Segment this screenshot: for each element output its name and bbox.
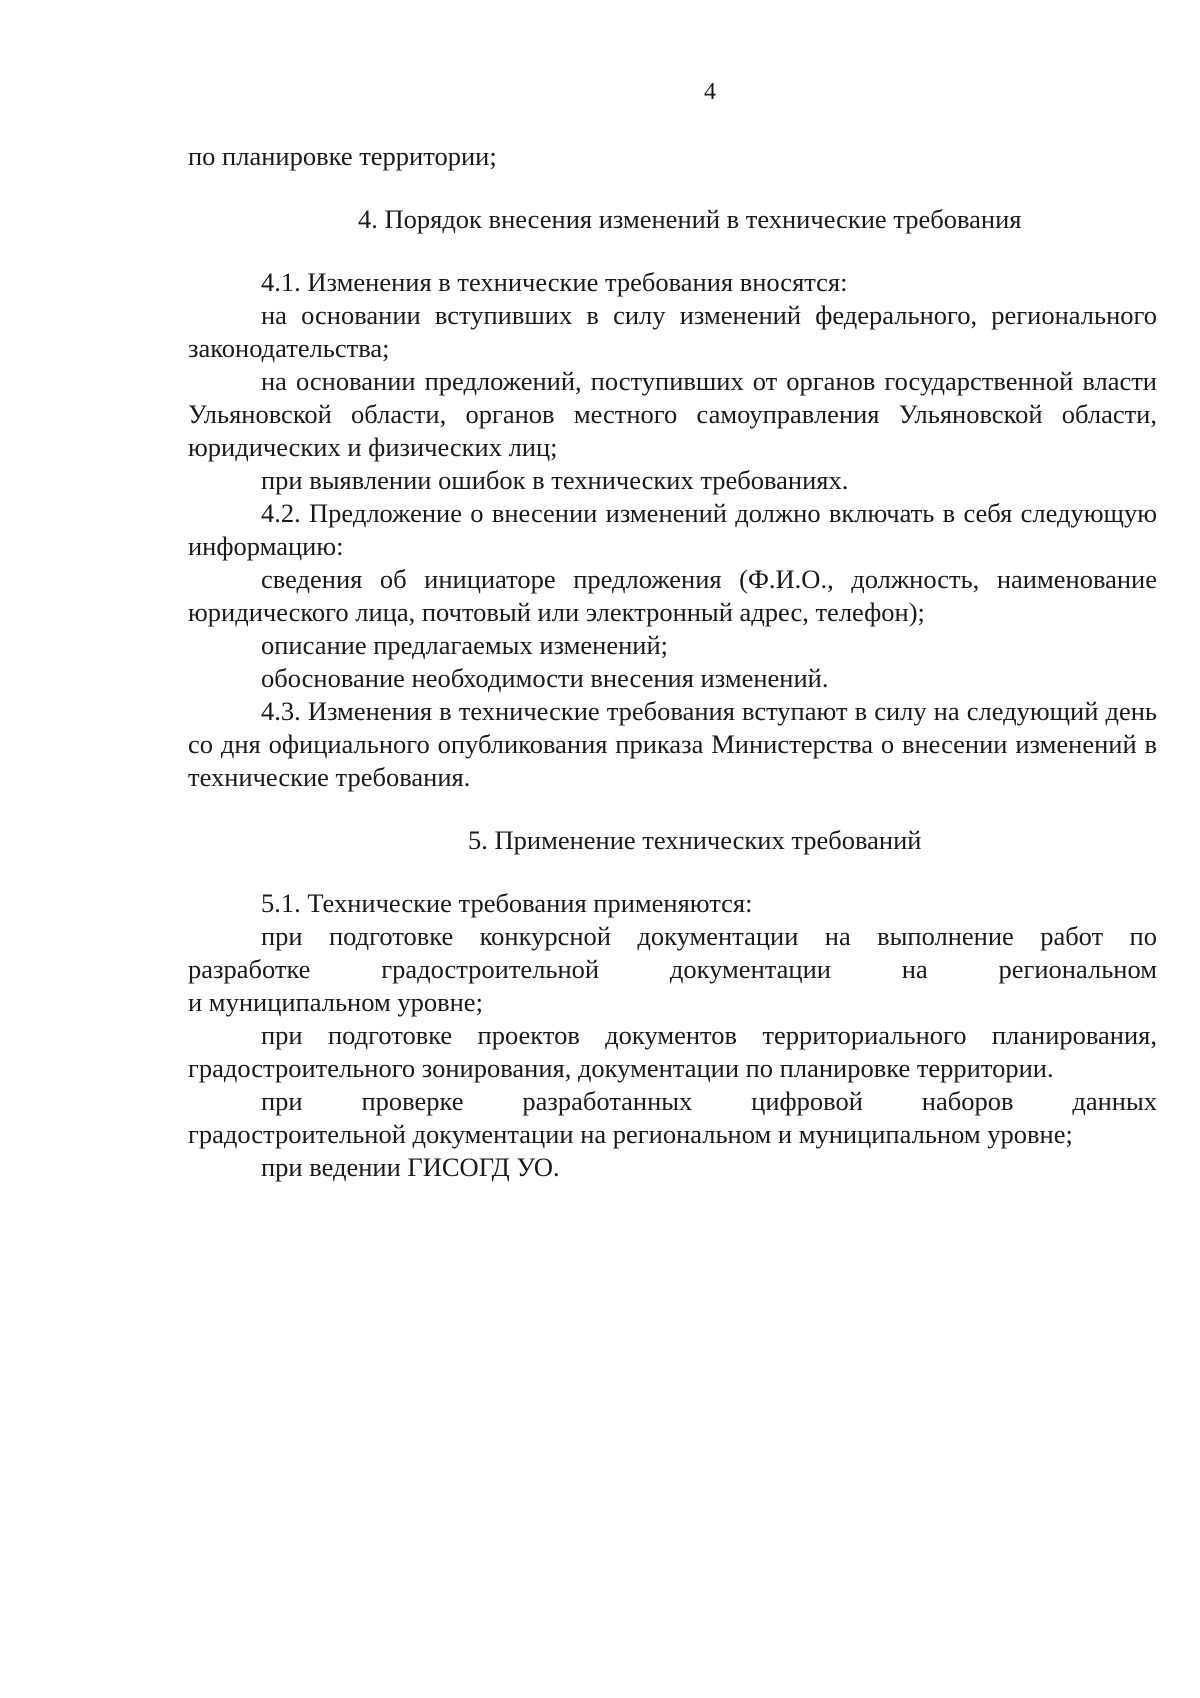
paragraph-4-2-item-b: описание предлагаемых изменений; [261,630,669,660]
paragraph-5-1-item-a-line-1: при подготовке конкурсной документации на выполнение работ по [261,921,1157,951]
page-number: 4 [704,79,716,105]
paragraph-4-2: 4.2. Предложение о внесении изменений должно включать в себя следующую информацию: [188,498,1157,561]
paragraph-5-1-item-b: при подготовке проектов документов территориального планирования, градостроительного зонирования, документации по планировке территории. [188,1020,1157,1083]
paragraph-5-1-item-c-line-2: градостроительной документации на региональном и муниципальном уровне; [188,1119,1073,1149]
paragraph-5-1-item-d: при ведении ГИСОГД УО. [261,1152,560,1182]
paragraph-5-1-item-a-line-2: разработке градостроительной документации на региональном [188,954,1157,984]
paragraph-4-2-item-c: обоснование необходимости внесения изменений. [261,663,829,693]
document-body [188,140,1157,1184]
paragraph-4-1-item-b: на основании предложений, поступивших от органов государственной власти Ульяновской области, органов местного самоуправления Ульяновской области, юридических и физических лиц; [188,366,1157,462]
paragraph-4-2-item-a: сведения об инициаторе предложения (Ф.И.О., должность, наименование юридического лица, почтовый или электронный адрес, телефон); [188,564,1157,627]
paragraph-4-1-item-c: при выявлении ошибок в технических требованиях. [261,465,849,495]
section-4-heading: 4. Порядок внесения изменений в технические требования [358,204,1022,234]
paragraph-4-1: 4.1. Изменения в технические требования вносятся: [261,267,848,297]
paragraph-5-1-item-a-line-3: и муниципальном уровне; [188,987,483,1017]
intro-line: по планировке территории; [188,141,497,171]
paragraph-4-1-item-a: на основании вступивших в силу изменений федерального, регионального законодательства; [188,300,1157,363]
paragraph-4-3: 4.3. Изменения в технические требования вступают в силу на следующий день со дня официального опубликования приказа Министерства о внесении изменений в технические требования. [188,696,1157,792]
section-5-heading: 5. Применение технических требований [468,825,922,855]
paragraph-5-1: 5.1. Технические требования применяются: [261,888,753,918]
paragraph-5-1-item-c-line-1: при проверке разработанных цифровой наборов данных [261,1086,1157,1116]
